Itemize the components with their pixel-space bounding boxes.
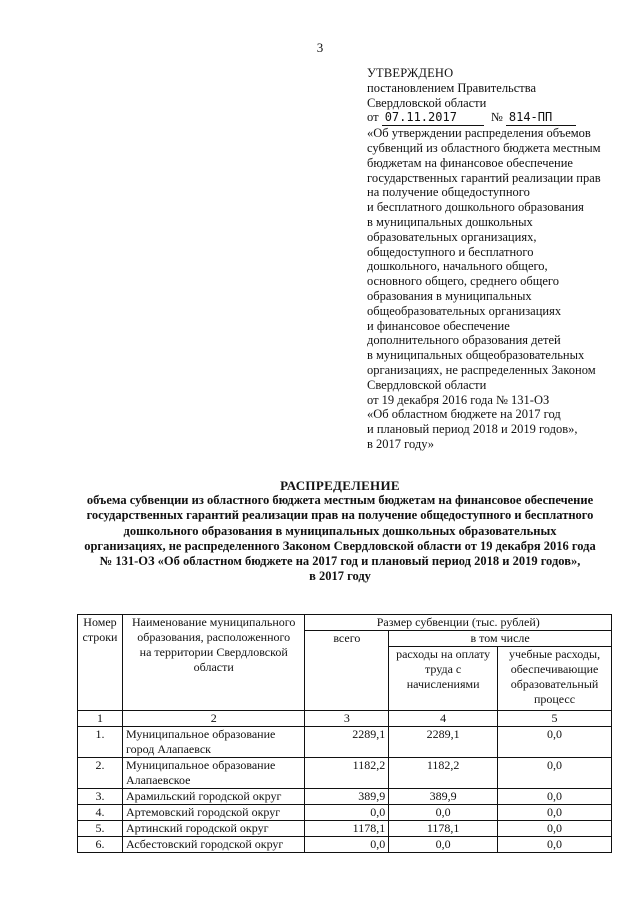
column-number: 1	[78, 711, 123, 727]
approval-title: УТВЕРЖДЕНО	[367, 66, 454, 80]
approval-body-line: бюджетам на финансовое обеспечение	[367, 155, 573, 170]
row-labor: 2289,1	[389, 727, 498, 758]
row-total: 0,0	[305, 837, 389, 853]
row-name	[122, 758, 305, 789]
table-body	[78, 727, 612, 853]
column-numbers-row	[78, 711, 612, 727]
header-total: всего	[305, 631, 389, 711]
table-row	[78, 789, 612, 805]
approval-body-line: образования в муниципальных	[367, 288, 532, 303]
decree-line: организациях, не распределенного Законом Свердловской области от 19 декабря 2016 года	[84, 538, 596, 553]
decree-line: дошкольного образования в муниципальных дошкольных образовательных	[123, 523, 557, 538]
row-name-line: Асбестовский городской округ	[125, 837, 284, 851]
row-total: 1178,1	[305, 821, 389, 837]
row-name	[122, 837, 305, 853]
header-number: Номер строки	[78, 615, 123, 711]
table-row	[78, 805, 612, 821]
row-name	[122, 789, 305, 805]
row-study: 0,0	[498, 727, 612, 758]
row-total: 389,9	[305, 789, 389, 805]
column-number: 4	[389, 711, 498, 727]
approval-body-line: «Об областном бюджете на 2017 год	[367, 407, 561, 422]
row-name-line: Артинский городской округ	[125, 821, 269, 835]
approval-line: Свердловской области	[367, 95, 487, 110]
row-study: 0,0	[498, 789, 612, 805]
header-size: Размер субвенции (тыс. рублей)	[305, 615, 612, 631]
approval-number: 814-ПП	[506, 110, 576, 126]
date-prefix: от	[367, 110, 379, 125]
approval-body-line: и финансовое обеспечение	[367, 318, 510, 333]
header-study: учебные расходы, обеспечивающие образовательный процесс	[498, 647, 612, 711]
header-in-that: в том числе	[389, 631, 612, 647]
approval-body-line: основного общего, среднего общего	[367, 274, 559, 289]
approval-body-line: государственных гарантий реализации прав	[367, 170, 601, 185]
approval-body-line: дополнительного образования детей	[367, 333, 561, 348]
row-total: 0,0	[305, 805, 389, 821]
header-name: Наименование муниципального образования, расположенного на территории Свердловской области	[122, 615, 305, 711]
row-total: 1182,2	[305, 758, 389, 789]
approval-body-line: общедоступного и бесплатного	[367, 244, 534, 259]
approval-body-line: и плановый период 2018 и 2019 годов»,	[367, 422, 578, 437]
row-name	[122, 821, 305, 837]
row-study: 0,0	[498, 758, 612, 789]
number-sign: №	[490, 110, 503, 125]
row-name-line: город Алапаевск	[125, 742, 211, 756]
page-number: 3	[316, 40, 324, 55]
approval-body-line: организациях, не распределенных Законом	[367, 362, 596, 377]
row-study: 0,0	[498, 821, 612, 837]
decree-title-block	[70, 478, 610, 584]
approval-body-line: в 2017 году»	[367, 436, 435, 451]
table-row	[78, 727, 612, 758]
row-number: 1.	[78, 727, 123, 758]
row-number: 5.	[78, 821, 123, 837]
row-labor: 389,9	[389, 789, 498, 805]
table-row	[78, 821, 612, 837]
header-labor: расходы на оплату труда с начислениями	[389, 647, 498, 711]
row-number: 4.	[78, 805, 123, 821]
row-name-line: Муниципальное образование	[125, 758, 276, 772]
decree-line: объема субвенции из областного бюджета местным бюджетам на финансовое обеспечение	[86, 493, 594, 508]
decree-subtitle	[70, 493, 610, 584]
column-number: 3	[305, 711, 389, 727]
approval-body-line: дошкольного, начального общего,	[367, 259, 548, 274]
row-name	[122, 805, 305, 821]
subsidy-table	[77, 614, 612, 853]
row-total: 2289,1	[305, 727, 389, 758]
approval-body-line: образовательных организациях,	[367, 229, 537, 244]
decree-line: государственных гарантий реализации прав на получение общедоступного и бесплатного	[86, 508, 594, 523]
row-number: 3.	[78, 789, 123, 805]
decree-heading: РАСПРЕДЕЛЕНИЕ	[280, 478, 400, 493]
approval-body-line: в муниципальных общеобразовательных	[367, 348, 585, 363]
row-name	[122, 727, 305, 758]
approval-body-line: в муниципальных дошкольных	[367, 214, 533, 229]
approval-body	[367, 126, 627, 452]
table-row	[78, 758, 612, 789]
decree-line: в 2017 году	[309, 569, 371, 584]
row-name-line: Муниципальное образование	[125, 727, 276, 741]
column-number: 5	[498, 711, 612, 727]
row-number: 6.	[78, 837, 123, 853]
row-name-line: Артемовский городской округ	[125, 805, 281, 819]
decree-line: № 131-ОЗ «Об областном бюджете на 2017 год и плановый период 2018 и 2019 годов»,	[99, 554, 581, 569]
approval-date-line	[367, 110, 627, 126]
row-labor: 0,0	[389, 805, 498, 821]
row-name-line: Алапаевское	[125, 773, 191, 787]
approval-date: 07.11.2017	[382, 110, 484, 126]
row-study: 0,0	[498, 837, 612, 853]
row-labor: 1182,2	[389, 758, 498, 789]
row-name-line: Арамильский городской округ	[125, 789, 282, 803]
approval-body-line: общеобразовательных организациях	[367, 303, 562, 318]
column-number: 2	[122, 711, 305, 727]
approval-body-line: от 19 декабря 2016 года № 131-ОЗ	[367, 392, 550, 407]
row-number: 2.	[78, 758, 123, 789]
row-labor: 0,0	[389, 837, 498, 853]
approval-body-line: на получение общедоступного	[367, 185, 530, 200]
approval-body-line: Свердловской области	[367, 377, 487, 392]
approval-line: постановлением Правительства	[367, 80, 537, 95]
table-row	[78, 837, 612, 853]
approval-body-line: субвенций из областного бюджета местным	[367, 140, 601, 155]
approval-body-line: и бесплатного дошкольного образования	[367, 200, 584, 215]
approval-block	[367, 66, 627, 452]
row-study: 0,0	[498, 805, 612, 821]
approval-body-line: «Об утверждении распределения объемов	[367, 126, 591, 141]
row-labor: 1178,1	[389, 821, 498, 837]
